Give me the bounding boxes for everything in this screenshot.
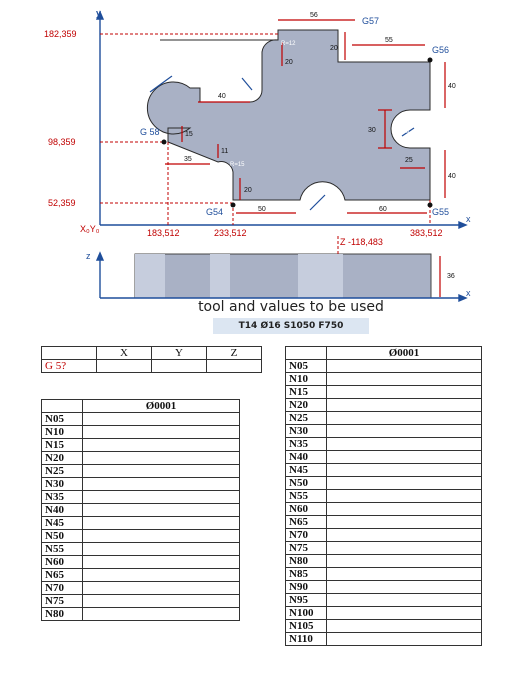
- table-row: [42, 608, 240, 621]
- code-cell[interactable]: [327, 412, 482, 425]
- line-number: N70: [286, 529, 327, 542]
- code-cell[interactable]: [83, 465, 240, 478]
- line-number: N105: [286, 620, 327, 633]
- table-row: [286, 568, 482, 581]
- dim-30: 30: [368, 127, 376, 134]
- table-row: [286, 360, 482, 373]
- dim-15: 15: [185, 131, 193, 138]
- dim-40c: 40: [218, 93, 226, 100]
- x-value-2: 233,512: [214, 228, 247, 238]
- code-cell[interactable]: [83, 491, 240, 504]
- table-row: [42, 426, 240, 439]
- line-number: N40: [42, 504, 83, 517]
- table-row: [42, 543, 240, 556]
- dim-25: 25: [405, 157, 413, 164]
- dim-20a: 20: [330, 45, 338, 52]
- line-number: N20: [42, 452, 83, 465]
- line-number: N45: [42, 517, 83, 530]
- line-number: N60: [42, 556, 83, 569]
- x-value-3: 383,512: [410, 228, 443, 238]
- table-row: [286, 386, 482, 399]
- axis-y-label: y: [96, 8, 102, 18]
- table-row: [42, 569, 240, 582]
- table-row: [286, 542, 482, 555]
- table-row: [286, 516, 482, 529]
- y-value-3: 52,359: [48, 198, 76, 208]
- axis-x-label-2: x: [466, 288, 471, 298]
- code-cell[interactable]: [327, 607, 482, 620]
- table-row: [286, 633, 482, 646]
- axis-x-label: x: [466, 214, 471, 224]
- table-row: [42, 517, 240, 530]
- line-number: N85: [286, 568, 327, 581]
- table-header: Ø0001: [327, 347, 482, 360]
- code-cell[interactable]: [83, 478, 240, 491]
- line-number: N25: [42, 465, 83, 478]
- program-table-right: [285, 346, 482, 646]
- radius-8: R=8: [398, 129, 410, 135]
- side-view: [135, 254, 431, 298]
- dim-50: 50: [258, 206, 266, 213]
- radius-20: R=20: [310, 186, 325, 192]
- code-cell[interactable]: [327, 438, 482, 451]
- origin-label: X₀Y₀: [80, 224, 100, 234]
- row-label-g5: G 5?: [42, 360, 97, 373]
- table-row: [286, 555, 482, 568]
- code-cell[interactable]: [327, 542, 482, 555]
- table-row: [42, 582, 240, 595]
- code-cell[interactable]: [327, 477, 482, 490]
- table-row: [42, 491, 240, 504]
- table-row: [42, 530, 240, 543]
- dim-40b: 40: [448, 173, 456, 180]
- dim-56: 56: [310, 12, 318, 19]
- line-number: N50: [286, 477, 327, 490]
- line-number: N65: [286, 516, 327, 529]
- gcode-g57: G57: [362, 16, 380, 26]
- line-number: N15: [42, 439, 83, 452]
- line-number: N10: [42, 426, 83, 439]
- radius-12a: R=12: [281, 41, 296, 47]
- dim-40a: 40: [448, 83, 456, 90]
- table-row: [286, 373, 482, 386]
- line-number: N35: [42, 491, 83, 504]
- table-row: [286, 451, 482, 464]
- code-cell[interactable]: [83, 569, 240, 582]
- line-number: N15: [286, 386, 327, 399]
- gcode-g54: G54: [206, 207, 224, 217]
- dim-20c: 20: [244, 187, 252, 194]
- part-outline: [147, 30, 430, 200]
- table-row: [42, 452, 240, 465]
- table-row: [42, 413, 240, 426]
- tool-values: T14 Ø16 S1050 F750: [213, 318, 369, 334]
- table-row: [286, 594, 482, 607]
- cell-y[interactable]: [152, 360, 207, 373]
- table-row: [42, 465, 240, 478]
- code-cell[interactable]: [83, 530, 240, 543]
- table-corner: [42, 400, 83, 413]
- code-cell[interactable]: [327, 360, 482, 373]
- line-number: N05: [286, 360, 327, 373]
- dim-55: 55: [385, 37, 393, 44]
- line-number: N90: [286, 581, 327, 594]
- code-cell[interactable]: [327, 425, 482, 438]
- radius-25: R=25: [160, 72, 175, 78]
- line-number: N95: [286, 594, 327, 607]
- table-row: [42, 439, 240, 452]
- code-cell[interactable]: [83, 413, 240, 426]
- code-cell[interactable]: [327, 464, 482, 477]
- gcode-g55: G55: [432, 207, 450, 217]
- table-row: [286, 477, 482, 490]
- y-value-1: 182,359: [44, 29, 77, 39]
- line-number: N20: [286, 399, 327, 412]
- line-number: N80: [286, 555, 327, 568]
- code-cell[interactable]: [327, 399, 482, 412]
- line-number: N80: [42, 608, 83, 621]
- caption: tool and values to be used: [198, 299, 384, 315]
- code-cell[interactable]: [83, 439, 240, 452]
- code-cell[interactable]: [83, 608, 240, 621]
- gcode-g58: G 58: [140, 127, 160, 137]
- line-number: N75: [42, 595, 83, 608]
- gcode-g56: G56: [432, 45, 450, 55]
- line-number: N35: [286, 438, 327, 451]
- code-cell[interactable]: [327, 594, 482, 607]
- code-cell[interactable]: [327, 620, 482, 633]
- y-value-2: 98,359: [48, 137, 76, 147]
- code-cell[interactable]: [83, 582, 240, 595]
- table-row: [286, 607, 482, 620]
- code-cell[interactable]: [327, 633, 482, 646]
- dim-60: 60: [379, 206, 387, 213]
- table-row: [286, 438, 482, 451]
- table-row: [286, 399, 482, 412]
- technical-drawing: [0, 0, 510, 330]
- line-number: N55: [42, 543, 83, 556]
- line-number: N110: [286, 633, 327, 646]
- dim-35: 35: [184, 156, 192, 163]
- header-y: Y: [152, 347, 207, 360]
- line-number: N30: [286, 425, 327, 438]
- code-cell[interactable]: [83, 504, 240, 517]
- code-cell[interactable]: [83, 517, 240, 530]
- code-cell[interactable]: [327, 555, 482, 568]
- line-number: N25: [286, 412, 327, 425]
- line-number: N30: [42, 478, 83, 491]
- dim-36: 36: [447, 273, 455, 280]
- x-value-1: 183,512: [147, 228, 180, 238]
- dim-20b: 20: [285, 59, 293, 66]
- z-depth-label: Z -118,483: [340, 237, 383, 247]
- line-number: N10: [286, 373, 327, 386]
- table-header: Ø0001: [83, 400, 240, 413]
- xyz-corner: [42, 347, 97, 360]
- table-row: [286, 503, 482, 516]
- table-corner: [286, 347, 327, 360]
- table-row: [286, 425, 482, 438]
- code-cell[interactable]: [83, 543, 240, 556]
- radius-12b: R=12: [241, 68, 256, 74]
- code-cell[interactable]: [327, 503, 482, 516]
- line-number: N50: [42, 530, 83, 543]
- code-cell[interactable]: [327, 568, 482, 581]
- code-cell[interactable]: [327, 386, 482, 399]
- table-row: [286, 464, 482, 477]
- cell-x[interactable]: [97, 360, 152, 373]
- dim-11: 11: [221, 148, 229, 155]
- code-cell[interactable]: [327, 516, 482, 529]
- header-z: Z: [207, 347, 262, 360]
- code-cell[interactable]: [327, 451, 482, 464]
- line-number: N45: [286, 464, 327, 477]
- table-row: [286, 490, 482, 503]
- code-cell[interactable]: [327, 373, 482, 386]
- code-cell[interactable]: [83, 452, 240, 465]
- code-cell[interactable]: [83, 426, 240, 439]
- table-row: [42, 595, 240, 608]
- axis-z-label: z: [86, 251, 91, 261]
- code-cell[interactable]: [327, 529, 482, 542]
- line-number: N65: [42, 569, 83, 582]
- code-cell[interactable]: [327, 581, 482, 594]
- radius-15: R=15: [230, 162, 245, 168]
- line-number: N05: [42, 413, 83, 426]
- header-x: X: [97, 347, 152, 360]
- line-number: N55: [286, 490, 327, 503]
- code-cell[interactable]: [83, 556, 240, 569]
- line-number: N75: [286, 542, 327, 555]
- cell-z[interactable]: [207, 360, 262, 373]
- table-row: [42, 556, 240, 569]
- line-number: N100: [286, 607, 327, 620]
- table-row: [286, 620, 482, 633]
- table-row: [286, 581, 482, 594]
- code-cell[interactable]: [83, 595, 240, 608]
- code-cell[interactable]: [327, 490, 482, 503]
- xyz-table: [41, 346, 262, 373]
- table-row: [286, 412, 482, 425]
- program-table-left: [41, 399, 240, 621]
- table-row: [42, 504, 240, 517]
- table-row: [286, 529, 482, 542]
- line-number: N70: [42, 582, 83, 595]
- line-number: N60: [286, 503, 327, 516]
- line-number: N40: [286, 451, 327, 464]
- table-row: [42, 478, 240, 491]
